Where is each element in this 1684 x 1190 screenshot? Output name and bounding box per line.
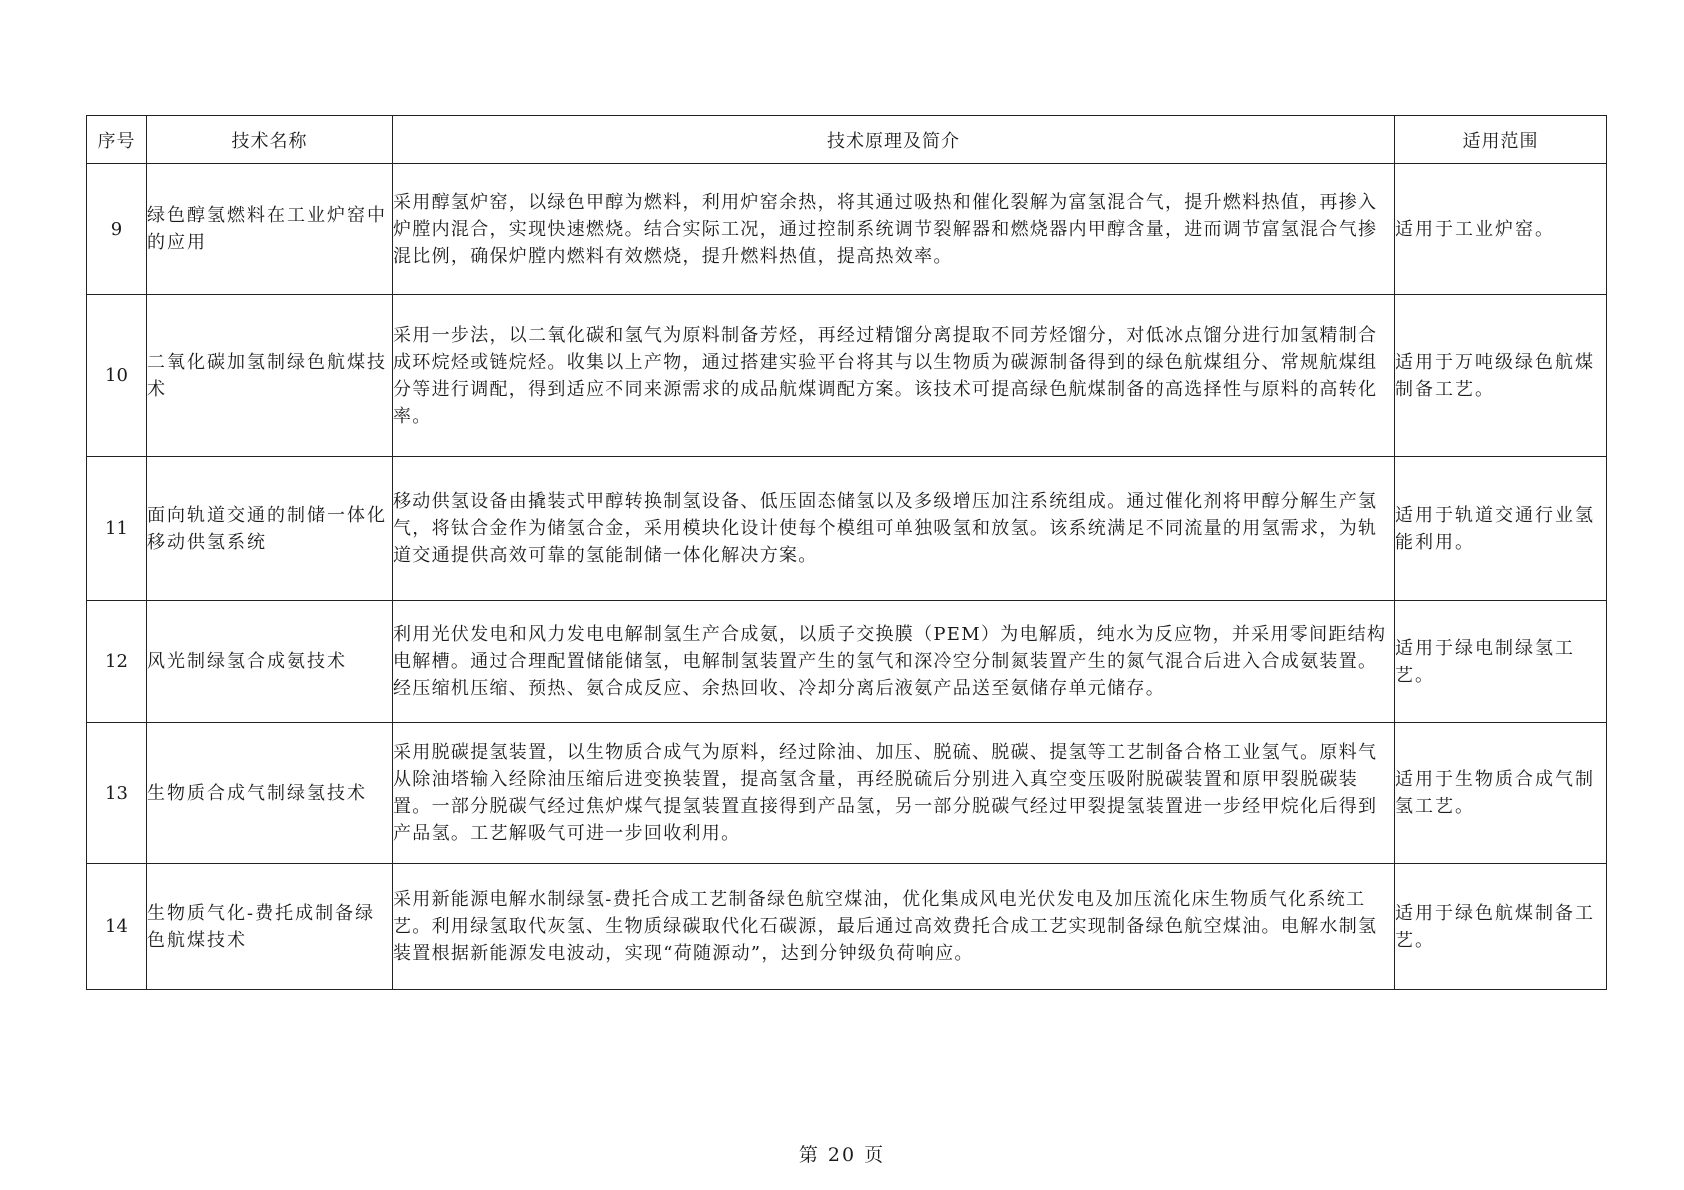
row-serial-number: 12: [87, 601, 147, 723]
table-row: [87, 723, 1607, 864]
header-applicable-scope: 适用范围: [1395, 116, 1607, 164]
row-serial-number: 11: [87, 457, 147, 601]
row-technology-name: 面向轨道交通的制储一体化移动供氢系统: [147, 457, 393, 601]
row-description: 采用一步法，以二氧化碳和氢气为原料制备芳烃，再经过精馏分离提取不同芳烃馏分，对低冰点馏分进行加氢精制合成环烷烃或链烷烃。收集以上产物，通过搭建实验平台将其与以生物质为碳源制备得到的绿色航煤组分、常规航煤组分等进行调配，得到适应不同来源需求的成品航煤调配方案。该技术可提高绿色航煤制备的高选择性与原料的高转化率。: [393, 295, 1395, 457]
technology-table: [86, 115, 1607, 990]
header-technology-name: 技术名称: [147, 116, 393, 164]
table-row: [87, 601, 1607, 723]
row-description: 采用醇氢炉窑，以绿色甲醇为燃料，利用炉窑余热，将其通过吸热和催化裂解为富氢混合气，提升燃料热值，再掺入炉膛内混合，实现快速燃烧。结合实际工况，通过控制系统调节裂解器和燃烧器内甲醇含量，进而调节富氢混合气掺混比例，确保炉膛内燃料有效燃烧，提升燃料热值，提高热效率。: [393, 164, 1395, 295]
row-technology-name: 风光制绿氢合成氨技术: [147, 601, 393, 723]
table-row: [87, 164, 1607, 295]
row-technology-name: 二氧化碳加氢制绿色航煤技术: [147, 295, 393, 457]
row-serial-number: 14: [87, 864, 147, 990]
row-applicable-scope: 适用于绿电制绿氢工艺。: [1395, 601, 1607, 723]
header-principle-description: 技术原理及简介: [393, 116, 1395, 164]
row-serial-number: 10: [87, 295, 147, 457]
row-serial-number: 9: [87, 164, 147, 295]
row-applicable-scope: 适用于工业炉窑。: [1395, 164, 1607, 295]
row-serial-number: 13: [87, 723, 147, 864]
row-applicable-scope: 适用于生物质合成气制氢工艺。: [1395, 723, 1607, 864]
row-description: 采用新能源电解水制绿氢-费托合成工艺制备绿色航空煤油，优化集成风电光伏发电及加压流化床生物质气化系统工艺。利用绿氢取代灰氢、生物质绿碳取代化石碳源，最后通过高效费托合成工艺实现制备绿色航空煤油。电解水制氢装置根据新能源发电波动，实现“荷随源动”，达到分钟级负荷响应。: [393, 864, 1395, 990]
table-row: [87, 457, 1607, 601]
row-applicable-scope: 适用于轨道交通行业氢能利用。: [1395, 457, 1607, 601]
row-description: 利用光伏发电和风力发电电解制氢生产合成氨，以质子交换膜（PEM）为电解质，纯水为反应物，并采用零间距结构电解槽。通过合理配置储能储氢，电解制氢装置产生的氢气和深冷空分制氮装置产生的氮气混合后进入合成氨装置。经压缩机压缩、预热、氨合成反应、余热回收、冷却分离后液氨产品送至氨储存单元储存。: [393, 601, 1395, 723]
page-number: 第 20 页: [798, 1144, 886, 1166]
table-row: [87, 295, 1607, 457]
row-technology-name: 生物质合成气制绿氢技术: [147, 723, 393, 864]
row-description: 移动供氢设备由撬装式甲醇转换制氢设备、低压固态储氢以及多级增压加注系统组成。通过催化剂将甲醇分解生产氢气，将钛合金作为储氢合金，采用模块化设计使每个模组可单独吸氢和放氢。该系统满足不同流量的用氢需求，为轨道交通提供高效可靠的氢能制储一体化解决方案。: [393, 457, 1395, 601]
row-technology-name: 生物质气化-费托成制备绿色航煤技术: [147, 864, 393, 990]
row-description: 采用脱碳提氢装置，以生物质合成气为原料，经过除油、加压、脱硫、脱碳、提氢等工艺制备合格工业氢气。原料气从除油塔输入经除油压缩后进变换装置，提高氢含量，再经脱硫后分别进入真空变压吸附脱碳装置和原甲裂脱碳装置。一部分脱碳气经过焦炉煤气提氢装置直接得到产品氢，另一部分脱碳气经过甲裂提氢装置进一步经甲烷化后得到产品氢。工艺解吸气可进一步回收利用。: [393, 723, 1395, 864]
header-serial-number: 序号: [87, 116, 147, 164]
row-applicable-scope: 适用于绿色航煤制备工艺。: [1395, 864, 1607, 990]
table-row: [87, 864, 1607, 990]
row-technology-name: 绿色醇氢燃料在工业炉窑中的应用: [147, 164, 393, 295]
row-applicable-scope: 适用于万吨级绿色航煤制备工艺。: [1395, 295, 1607, 457]
table-header-row: [87, 116, 1607, 164]
